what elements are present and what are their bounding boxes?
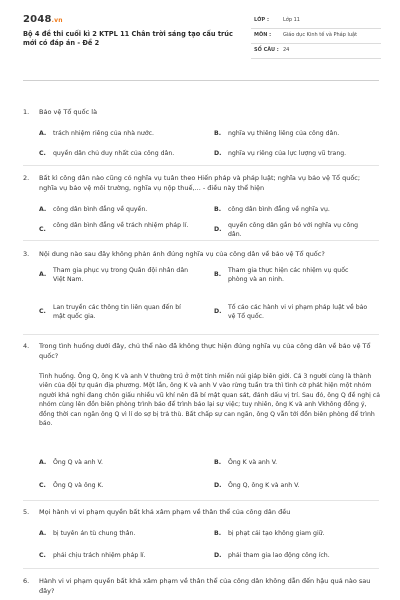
header-divider (23, 80, 379, 81)
question-divider (23, 568, 379, 569)
option-label: B. (214, 130, 222, 137)
logo-suffix: .vn (51, 17, 63, 24)
option-text: công dân bình đẳng về nghĩa vụ. (228, 206, 330, 213)
option-text: trách nhiệm riêng của nhà nước. (53, 130, 154, 137)
question-text: Hành vi vi phạm quyền bất khả xâm phạm về thân thể của công dân không dẫn đến hậu quả nào sau đây? (39, 577, 371, 595)
question-divider (23, 240, 379, 241)
option-text: quyền dân chủ duy nhất của công dân. (53, 150, 175, 157)
logo-main: 2048 (23, 14, 52, 25)
option-label: B. (214, 206, 222, 213)
question-number: 1. (23, 108, 30, 116)
option-text: Ông Q và ông K. (53, 482, 104, 489)
option-label: C. (39, 150, 46, 157)
question-number: 6. (23, 577, 30, 585)
option-label: A. (39, 130, 47, 137)
site-logo[interactable] (23, 14, 63, 25)
question-divider (23, 334, 379, 335)
option-text: bị phạt cải tạo không giam giữ. (228, 530, 325, 537)
info-row-class (251, 14, 381, 29)
option-text: phải chịu trách nhiệm pháp lí. (53, 552, 146, 559)
info-value: Lớp 11 (283, 17, 300, 23)
option-text: Ông Q và anh V. (53, 459, 103, 466)
option-text: Tố cáo các hành vi vi phạm pháp luật về bảo vệ Tổ quốc. (228, 304, 368, 320)
option-label: D. (214, 482, 222, 489)
exam-title: Bộ 4 đề thi cuối kì 2 KTPL 11 Chân trời sáng tạo cấu trúc mới có đáp án - Đề 2 (23, 30, 233, 48)
option-text: quyền công dân gắn bó với nghĩa vụ công dân. (228, 222, 359, 238)
info-key: MÔN : (254, 32, 272, 38)
info-row-subject (251, 29, 381, 44)
option-text: Ông K và anh V. (228, 459, 278, 466)
question-number: 4. (23, 342, 30, 350)
option-label: C. (39, 308, 46, 315)
option-label: D. (214, 150, 222, 157)
option-label: C. (39, 552, 46, 559)
option-text: Ông Q, ông K và anh V. (228, 482, 300, 489)
option-text: Tham gia phục vụ trong Quân đội nhân dân Việt Nam. (53, 267, 189, 283)
option-text: công dân bình đẳng về trách nhiệm pháp lí. (53, 222, 189, 229)
option-label: A. (39, 206, 47, 213)
option-label: B. (214, 459, 222, 466)
option-text: nghĩa vụ thiêng liêng của công dân. (228, 130, 340, 137)
question-text: Bất kì công dân nào cũng có nghĩa vụ tuân theo Hiến pháp và pháp luật; nghĩa vụ bảo vệ Tổ quốc; nghĩa vụ bảo vệ môi trường, nghĩa vụ nộp thuế,... - điều này thể hiện (39, 174, 361, 192)
option-label: B. (214, 530, 222, 537)
page-header (0, 0, 400, 76)
option-text: Tham gia thực hiện các nhiệm vụ quốc phòng và an ninh. (228, 267, 349, 283)
option-label: D. (214, 226, 222, 233)
option-label: B. (214, 271, 222, 278)
option-label: D. (214, 552, 222, 559)
question-text: Bảo vệ Tổ quốc là (39, 108, 98, 116)
option-label: A. (39, 530, 47, 537)
question-text: Nội dung nào sau đây không phản ánh đúng nghĩa vụ của công dân về bảo vệ Tổ quốc? (39, 250, 325, 258)
option-label: A. (39, 459, 47, 466)
option-text: phải tham gia lao động công ích. (228, 552, 330, 559)
option-label: C. (39, 482, 46, 489)
info-key: LỚP : (254, 17, 269, 23)
question-divider (23, 165, 379, 166)
question-text: Trong tình huống dưới đây, chủ thể nào đã không thực hiện đúng nghĩa vụ của công dân về bảo vệ Tổ quốc? (39, 342, 371, 360)
option-text: công dân bình đẳng về quyền. (53, 206, 148, 213)
option-text: bị tuyên án tù chung thân. (53, 530, 136, 537)
option-label: C. (39, 226, 46, 233)
question-number: 2. (23, 174, 30, 182)
info-value: 24 (283, 47, 290, 53)
question-divider (23, 500, 379, 501)
question-text: Mọi hành vi vi phạm quyền bất khả xâm phạm về thân thể của công dân đều (39, 508, 291, 516)
scenario-text: Tình huống. Ông Q, ông K và anh V thường trú ở một tỉnh miền núi giáp biên giới. Cả 3 người cùng là thành viên của đội tự quản địa phương. Một lần, ông K và anh V vào rừng tuần tra thì tình cờ phát hiện một nhóm người khả nghi đang chôn giấu nhiều vũ khí nên đã bí mật quan sát, đánh dấu vị trí. Sau đó, ông Q đề nghị cả nhóm cùng lên đồn biên phòng trình báo để trình báo lại sự việc; tuy nhiên, ông K và anh Vkhông đồng ý, đồng thời can ngăn ông Q vì lí do sợ bị trả thù. Bất chấp sự can ngăn, ông Q vẫn tới đồn biên phòng để trình báo. (39, 373, 381, 428)
option-label: A. (39, 271, 47, 278)
option-text: Lan truyền các thông tin liên quan đến bí mật quốc gia. (53, 304, 181, 320)
info-row-question-count (251, 44, 381, 59)
question-number: 3. (23, 250, 30, 258)
option-label: D. (214, 308, 222, 315)
info-value: Giáo dục Kinh tế và Pháp luật (283, 32, 358, 38)
option-text: nghĩa vụ riêng của lực lượng vũ trang. (228, 150, 347, 157)
info-key: SỐ CÂU : (254, 47, 279, 53)
question-number: 5. (23, 508, 30, 516)
